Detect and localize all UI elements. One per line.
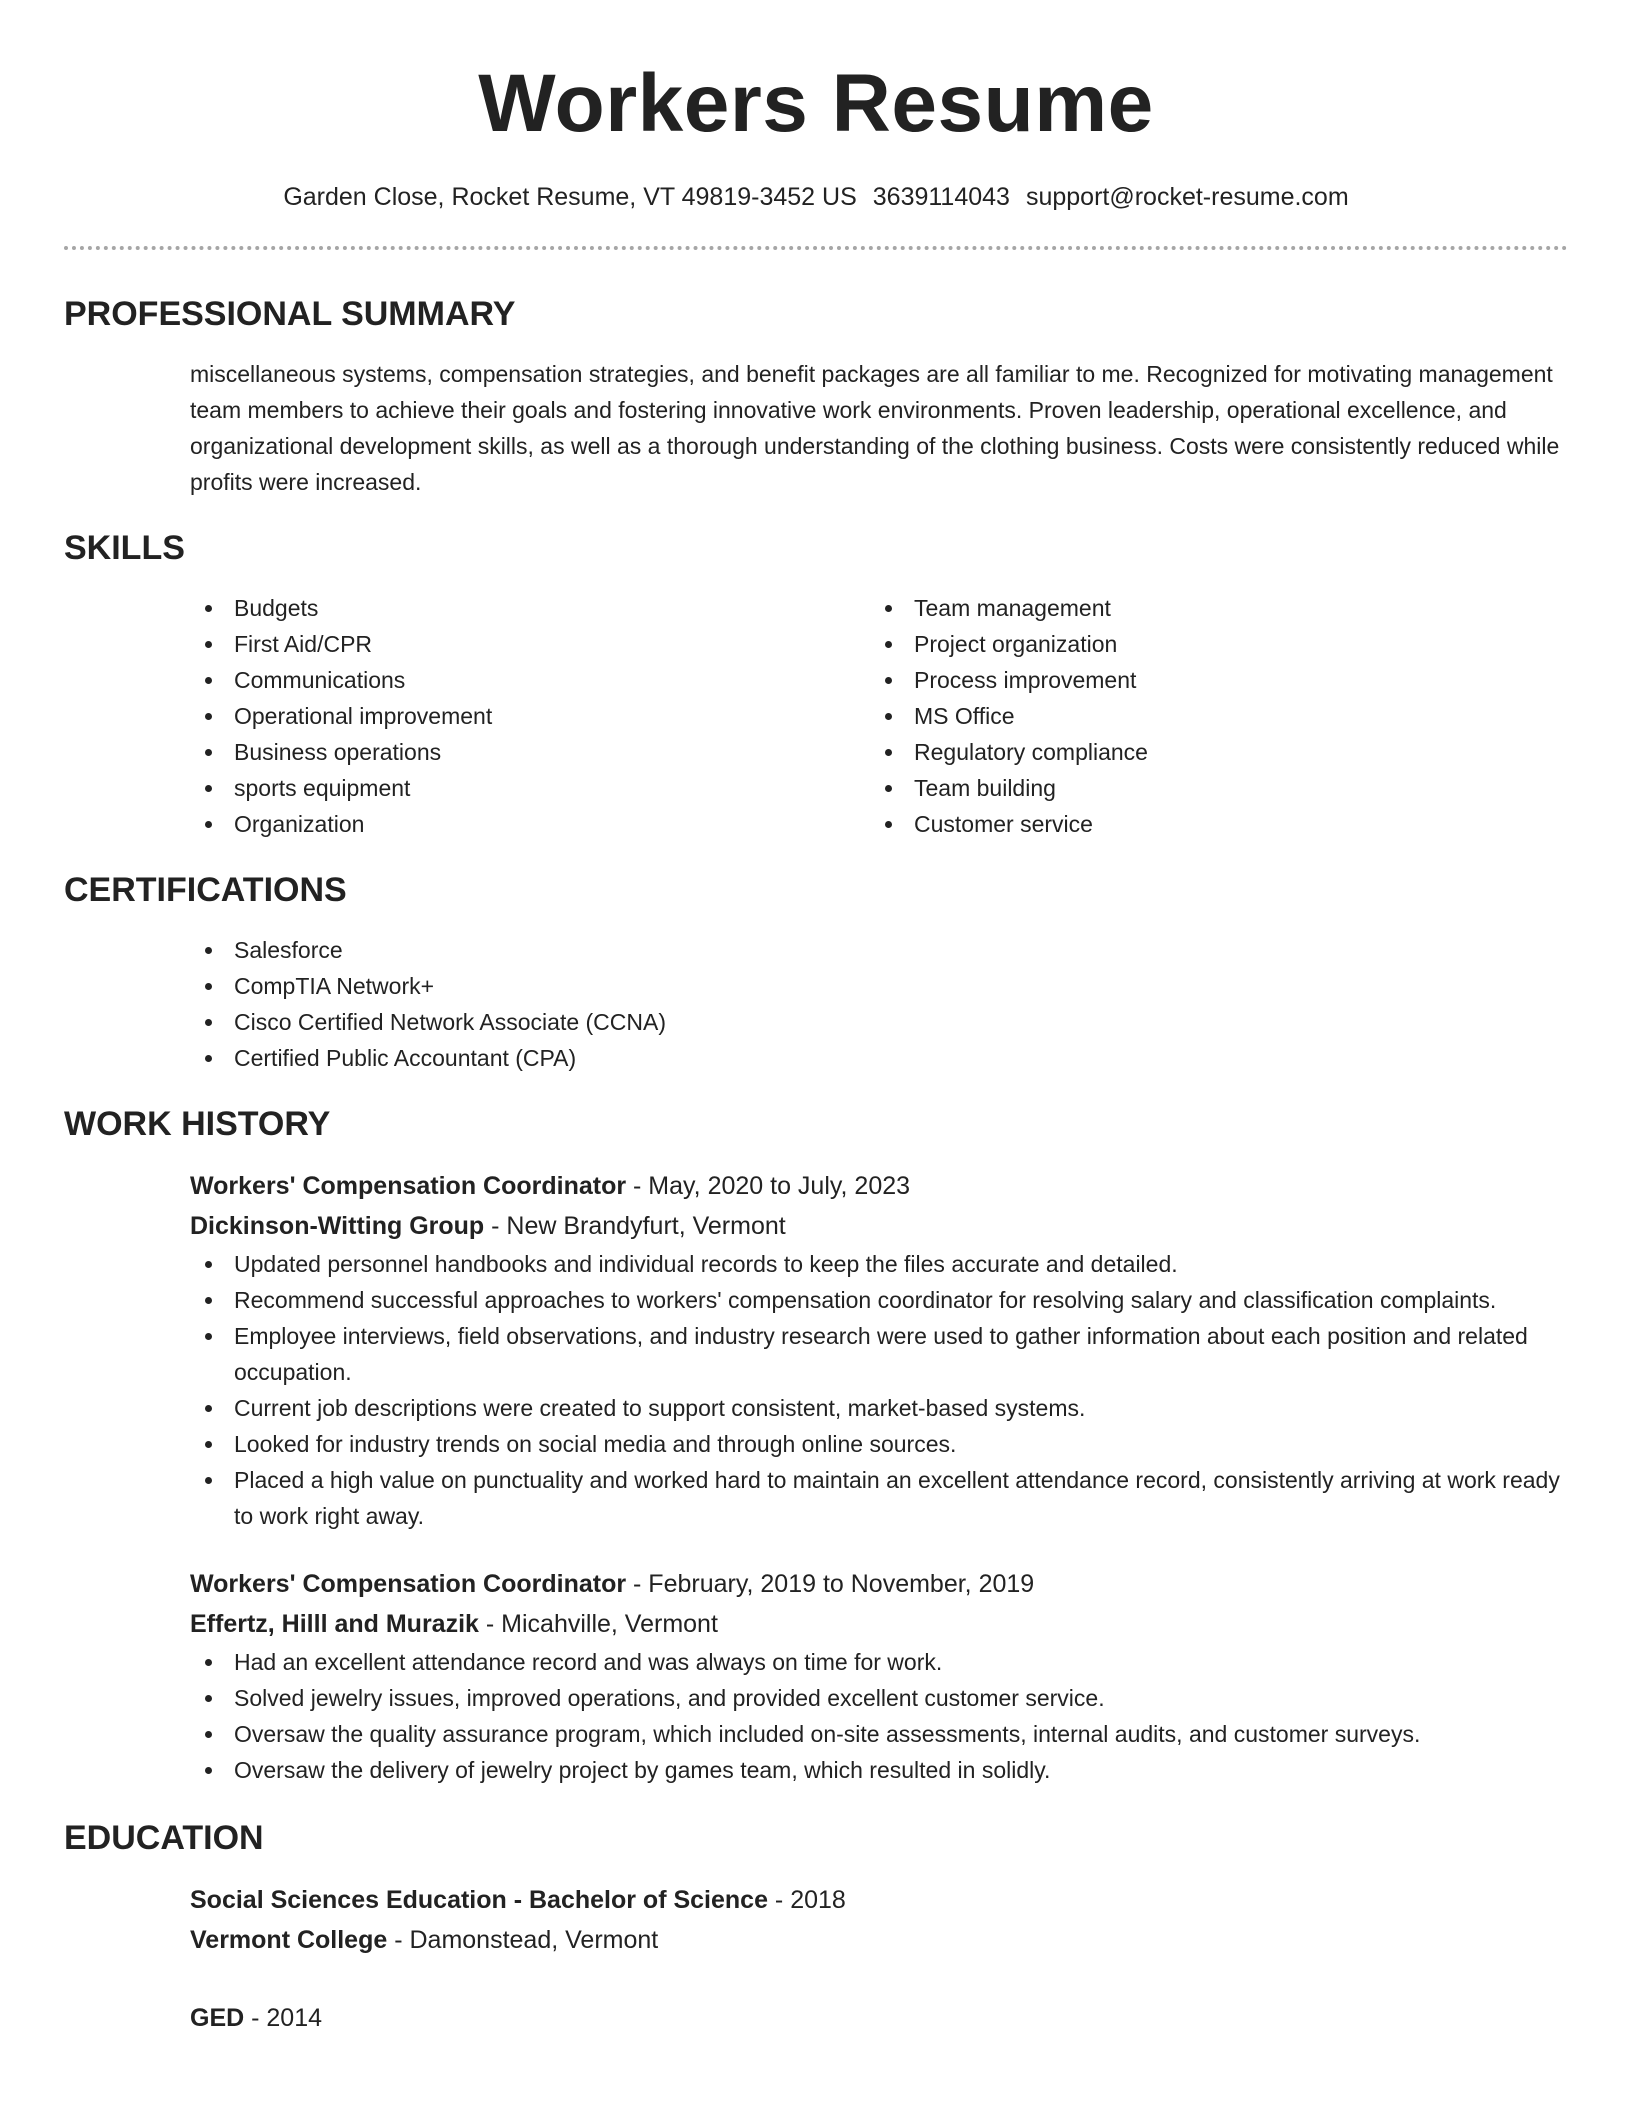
resume-page [64, 0, 1568, 2038]
job-title-line [190, 1564, 1568, 1604]
section-title-skills: SKILLS [64, 529, 185, 567]
list-item: Communications [190, 662, 870, 698]
job-bullets [190, 1246, 1568, 1534]
job-bullets [190, 1644, 1568, 1788]
contact-email: support@rocket-resume.com [1025, 183, 1349, 211]
list-item: Cisco Certified Network Associate (CCNA) [190, 1004, 1568, 1040]
employer-location: - Micahville, Vermont [478, 1610, 718, 1638]
section-skills [64, 526, 1568, 842]
list-item: sports equipment [190, 770, 870, 806]
section-certifications [64, 868, 1568, 1076]
job-dates: - May, 2020 to July, 2023 [626, 1172, 911, 1200]
employer-location: - New Brandyfurt, Vermont [484, 1212, 786, 1240]
section-summary [64, 292, 1568, 500]
list-item: Oversaw the quality assurance program, which included on-site assessments, internal audits, and customer surveys. [190, 1716, 1568, 1752]
list-item: Current job descriptions were created to support consistent, market-based systems. [190, 1390, 1568, 1426]
list-item: Process improvement [870, 662, 1550, 698]
section-title-certifications: CERTIFICATIONS [64, 871, 347, 909]
list-item: Regulatory compliance [870, 734, 1550, 770]
education-school-line [190, 1920, 1568, 1960]
contact-phone: 3639114043 [872, 183, 1010, 211]
job-title-line [190, 1166, 1568, 1206]
list-item: Business operations [190, 734, 870, 770]
skills-list-right [870, 590, 1550, 842]
section-title-summary: PROFESSIONAL SUMMARY [64, 295, 516, 333]
education-degree-line [190, 1880, 1568, 1920]
employer-name: Dickinson-Witting Group [190, 1212, 485, 1240]
list-item: First Aid/CPR [190, 626, 870, 662]
list-item: MS Office [870, 698, 1550, 734]
section-title-education: EDUCATION [64, 1819, 264, 1857]
list-item: Certified Public Accountant (CPA) [190, 1040, 1568, 1076]
education-entry [190, 1880, 1568, 1960]
resume-name: Workers Resume [478, 58, 1154, 149]
certifications-list [190, 932, 1568, 1076]
contact-line [64, 180, 1568, 214]
list-item: Oversaw the delivery of jewelry project by games team, which resulted in solidly. [190, 1752, 1568, 1788]
employer-line [190, 1604, 1568, 1644]
education-degree: GED [190, 2004, 245, 2032]
list-item: Operational improvement [190, 698, 870, 734]
list-item: Had an excellent attendance record and was always on time for work. [190, 1644, 1568, 1680]
list-item: Updated personnel handbooks and individual records to keep the files accurate and detailed. [190, 1246, 1568, 1282]
job-title: Workers' Compensation Coordinator [190, 1172, 627, 1200]
summary-text: miscellaneous systems, compensation strategies, and benefit packages are all familiar to me. Recognized for motivating management team members to achieve their goals and fostering innovative work environments. Proven leadership, operational excellence, and organizational development skills, as well as a thorough understanding of the clothing business. Costs were consistently reduced while profits were increased. [190, 361, 1560, 495]
employer-name: Effertz, Hilll and Murazik [190, 1610, 479, 1638]
section-title-work-history: WORK HISTORY [64, 1105, 331, 1143]
job-entry [190, 1166, 1568, 1534]
list-item: Salesforce [190, 932, 1568, 968]
header-divider [64, 246, 1568, 250]
education-degree: Social Sciences Education - Bachelor of Science [190, 1886, 768, 1914]
education-entry [190, 1998, 1568, 2038]
list-item: Organization [190, 806, 870, 842]
list-item: Employee interviews, field observations, and industry research were used to gather information about each position and related occupation. [190, 1318, 1568, 1390]
education-year: - 2018 [767, 1886, 846, 1914]
education-year: - 2014 [244, 2004, 323, 2032]
list-item: CompTIA Network+ [190, 968, 1568, 1004]
job-dates: - February, 2019 to November, 2019 [626, 1570, 1035, 1598]
job-entry [190, 1564, 1568, 1788]
section-work-history [64, 1102, 1568, 1788]
list-item: Project organization [870, 626, 1550, 662]
list-item: Recommend successful approaches to workers' compensation coordinator for resolving salary and classification complaints. [190, 1282, 1568, 1318]
list-item: Team management [870, 590, 1550, 626]
education-degree-line [190, 1998, 1568, 2038]
education-location: - Damonstead, Vermont [387, 1926, 659, 1954]
employer-line [190, 1206, 1568, 1246]
education-school: Vermont College [190, 1926, 388, 1954]
contact-address: Garden Close, Rocket Resume, VT 49819-3452 US [283, 183, 857, 211]
list-item: Team building [870, 770, 1550, 806]
section-education [64, 1816, 1568, 2038]
list-item: Looked for industry trends on social media and through online sources. [190, 1426, 1568, 1462]
list-item: Customer service [870, 806, 1550, 842]
list-item: Solved jewelry issues, improved operations, and provided excellent customer service. [190, 1680, 1568, 1716]
list-item: Budgets [190, 590, 870, 626]
job-title: Workers' Compensation Coordinator [190, 1570, 627, 1598]
list-item: Placed a high value on punctuality and worked hard to maintain an excellent attendance record, consistently arriving at work ready to work right away. [190, 1462, 1568, 1534]
skills-list-left [190, 590, 870, 842]
